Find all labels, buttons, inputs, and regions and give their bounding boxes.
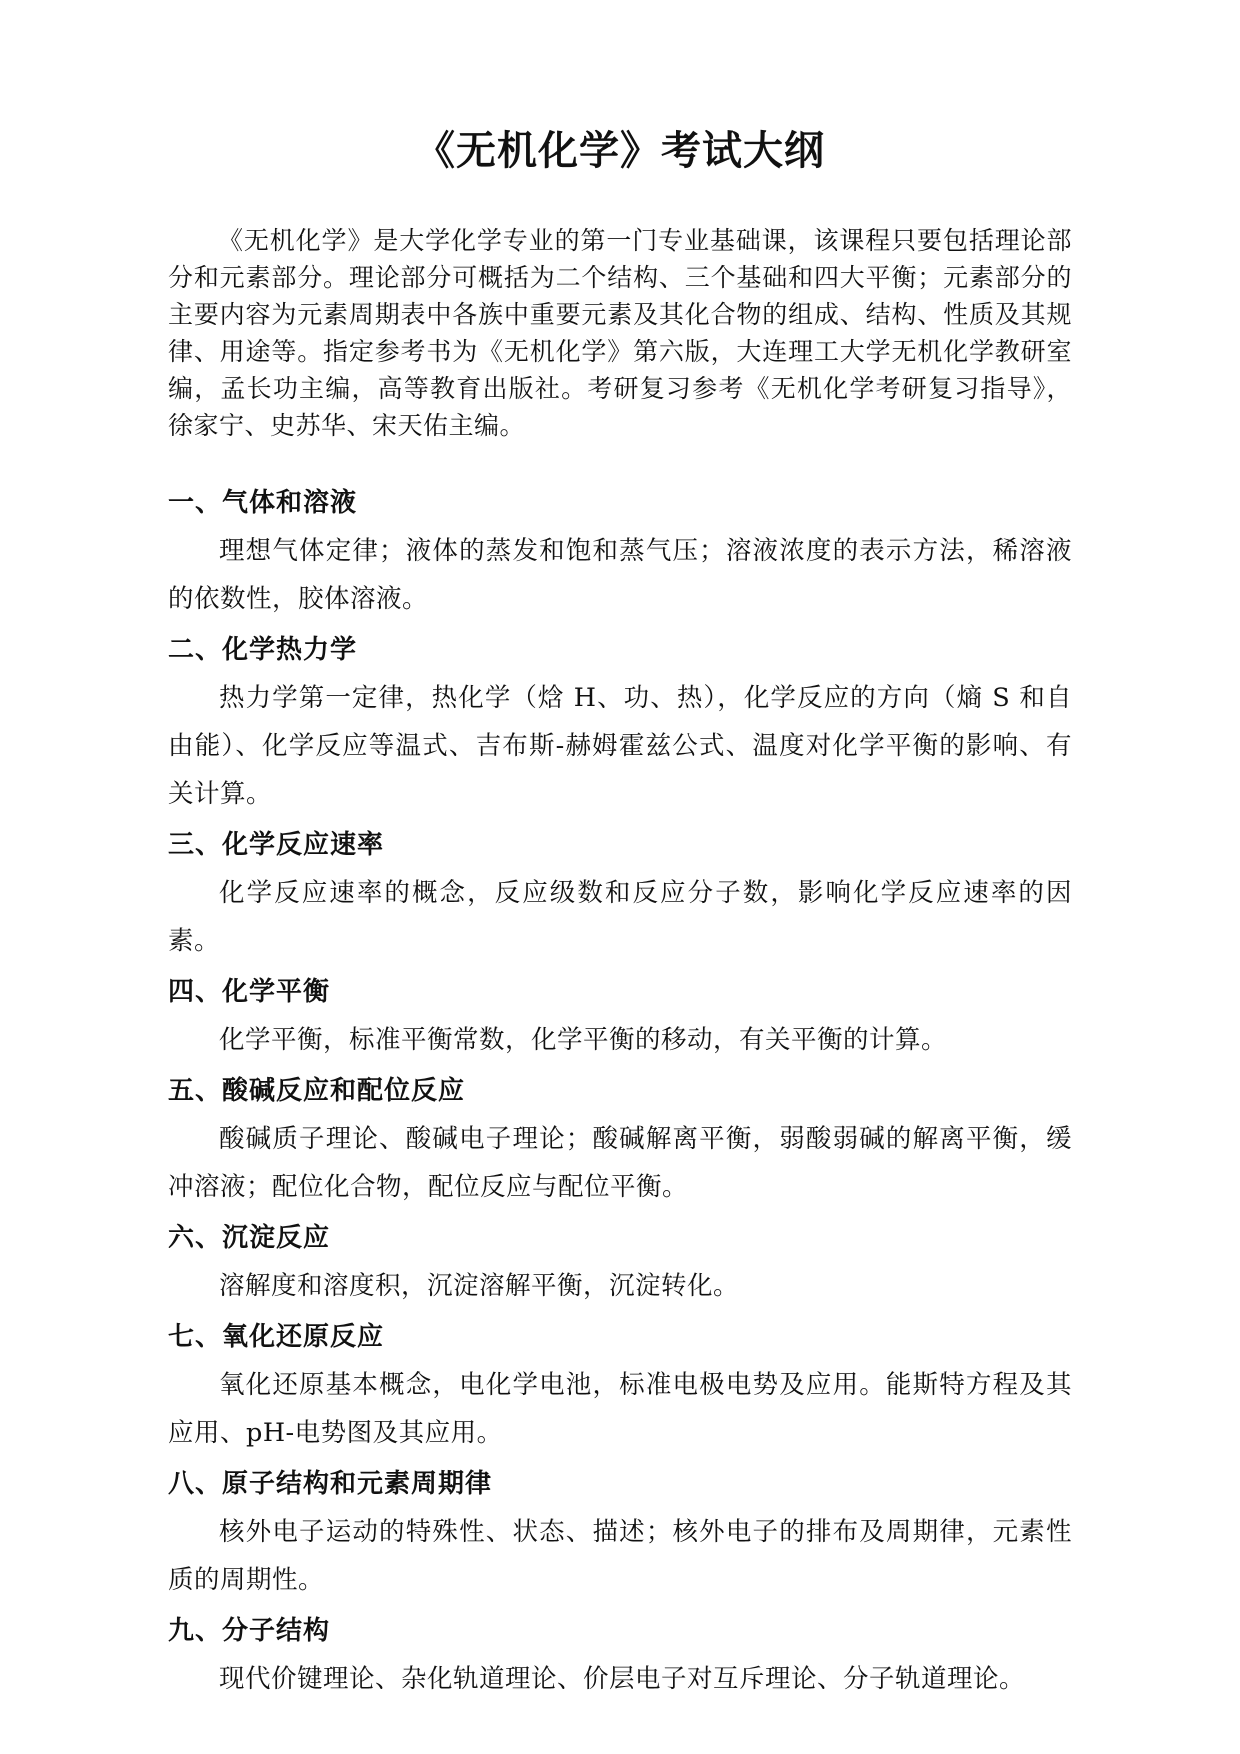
document-title: 《无机化学》考试大纲	[415, 127, 825, 174]
syllabus-section	[168, 1310, 1072, 1457]
section-body: 理想气体定律；液体的蒸发和饱和蒸气压；溶液浓度的表示方法，稀溶液的依数性，胶体溶液。	[168, 536, 1072, 614]
section-body: 化学反应速率的概念，反应级数和反应分子数，影响化学反应速率的因素。	[168, 878, 1072, 956]
section-heading: 三、化学反应速率	[168, 830, 385, 860]
document-content	[168, 0, 1072, 1703]
section-heading: 九、分子结构	[168, 1616, 331, 1646]
section-heading: 一、气体和溶液	[168, 488, 358, 518]
syllabus-section	[168, 476, 1072, 623]
intro-paragraph: 《无机化学》是大学化学专业的第一门专业基础课，该课程只要包括理论部分和元素部分。理论部分可概括为二个结构、三个基础和四大平衡；元素部分的主要内容为元素周期表中各族中重要元素及其化合物的组成、结构、性质及其规律、用途等。指定参考书为《无机化学》第六版，大连理工大学无机化学教研室编，孟长功主编，高等教育出版社。考研复习参考《无机化学考研复习指导》，徐家宁、史苏华、宋天佑主编。	[168, 226, 1072, 440]
section-body: 现代价键理论、杂化轨道理论、价层电子对互斥理论、分子轨道理论。	[219, 1664, 1026, 1694]
syllabus-section	[168, 623, 1072, 818]
syllabus-section	[168, 1457, 1072, 1604]
section-heading: 六、沉淀反应	[168, 1223, 331, 1253]
sections-list	[168, 476, 1072, 1703]
section-heading: 二、化学热力学	[168, 635, 358, 665]
section-heading: 五、酸碱反应和配位反应	[168, 1076, 466, 1106]
section-heading: 七、氧化还原反应	[168, 1322, 385, 1352]
syllabus-section	[168, 965, 1072, 1064]
syllabus-section	[168, 1211, 1072, 1310]
syllabus-section	[168, 1064, 1072, 1211]
section-heading: 四、化学平衡	[168, 977, 331, 1007]
section-body: 热力学第一定律，热化学（焓 H、功、热），化学反应的方向（熵 S 和自由能）、化学反应等温式、吉布斯-赫姆霍兹公式、温度对化学平衡的影响、有关计算。	[168, 683, 1072, 809]
section-body: 溶解度和溶度积，沉淀溶解平衡，沉淀转化。	[219, 1271, 740, 1301]
section-body: 核外电子运动的特殊性、状态、描述；核外电子的排布及周期律，元素性质的周期性。	[168, 1517, 1072, 1595]
section-body: 化学平衡，标准平衡常数，化学平衡的移动，有关平衡的计算。	[219, 1025, 948, 1055]
syllabus-section	[168, 1604, 1072, 1703]
section-heading: 八、原子结构和元素周期律	[168, 1469, 493, 1499]
section-body: 氧化还原基本概念，电化学电池，标准电极电势及应用。能斯特方程及其应用、pH-电势图及其应用。	[168, 1370, 1072, 1448]
section-body: 酸碱质子理论、酸碱电子理论；酸碱解离平衡，弱酸弱碱的解离平衡，缓冲溶液；配位化合物，配位反应与配位平衡。	[168, 1124, 1072, 1202]
syllabus-section	[168, 818, 1072, 965]
